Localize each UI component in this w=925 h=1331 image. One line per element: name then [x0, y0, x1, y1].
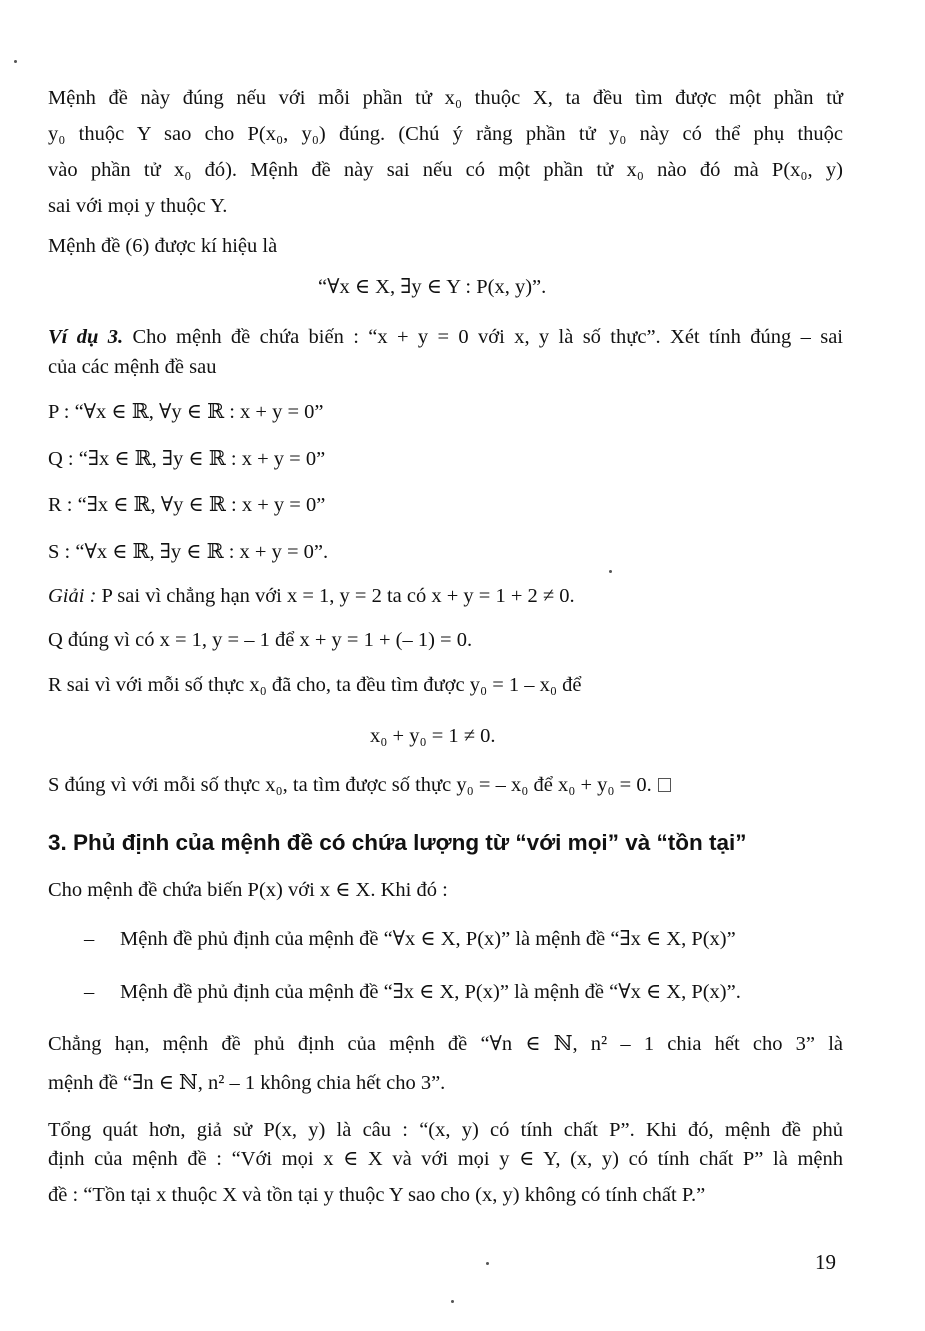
example-line-2: của các mệnh đề sau [48, 356, 217, 378]
section-3-heading: 3. Phủ định của mệnh đề có chứa lượng từ “với mọi” và “tồn tại” [48, 830, 747, 855]
solution-s [48, 771, 843, 799]
example-text: Cho mệnh đề chứa biến : “x + y = 0 với x, y là số thực”. Xét tính đúng – sai [123, 326, 843, 348]
notation-intro: Mệnh đề (6) được kí hiệu là [48, 235, 278, 257]
scan-speck [14, 60, 17, 63]
solution-p [48, 582, 843, 610]
paragraph-line: sai với mọi y thuộc Y. [48, 195, 228, 217]
solution-r: R sai vì với mỗi số thực x₀ đã cho, ta đều tìm được y₀ = 1 – x₀ để [48, 674, 582, 696]
scan-speck [486, 1262, 489, 1265]
solution-label: Giải : [48, 585, 97, 607]
general-line: Tổng quát hơn, giả sử P(x, y) là câu : “(x, y) có tính chất P”. Khi đó, mệnh đề phủ [48, 1119, 843, 1141]
negation-rule-1: Mệnh đề phủ định của mệnh đề “∀x ∈ X, P(x)” là mệnh đề “∃x ∈ X, P(x)” [120, 928, 736, 950]
negation-example-line: Chẳng hạn, mệnh đề phủ định của mệnh đề “∀n ∈ ℕ, n² – 1 chia hết cho 3” là [48, 1033, 843, 1055]
proposition-q: Q : “∃x ∈ ℝ, ∃y ∈ ℝ : x + y = 0” [48, 448, 326, 470]
scan-speck [451, 1300, 454, 1303]
paragraph-line: Mệnh đề này đúng nếu với mỗi phần tử x₀ thuộc X, ta đều tìm được một phần tử [48, 87, 843, 109]
proposition-r: R : “∃x ∈ ℝ, ∀y ∈ ℝ : x + y = 0” [48, 494, 326, 516]
paragraph-line: y₀ thuộc Y sao cho P(x₀, y₀) đúng. (Chú ý rằng phần tử y₀ này có thể phụ thuộc [48, 123, 843, 145]
qed-square-icon [658, 778, 671, 792]
general-line: đề : “Tồn tại x thuộc X và tồn tại y thuộc Y sao cho (x, y) không có tính chất P.” [48, 1184, 706, 1206]
notation-formula: “∀x ∈ X, ∃y ∈ Y : P(x, y)”. [318, 276, 547, 298]
example-line [48, 323, 843, 351]
solution-r-formula: x₀ + y₀ = 1 ≠ 0. [370, 725, 496, 747]
negation-rule-2: Mệnh đề phủ định của mệnh đề “∃x ∈ X, P(x)” là mệnh đề “∀x ∈ X, P(x)”. [120, 981, 741, 1003]
proposition-p: P : “∀x ∈ ℝ, ∀y ∈ ℝ : x + y = 0” [48, 401, 324, 423]
page-number: 19 [815, 1250, 836, 1274]
general-line: định của mệnh đề : “Với mọi x ∈ X và với mọi y ∈ Y, (x, y) có tính chất P” là mệnh [48, 1148, 843, 1170]
example-label: Ví dụ 3. [48, 326, 124, 348]
scan-speck [609, 570, 612, 573]
proposition-s: S : “∀x ∈ ℝ, ∃y ∈ ℝ : x + y = 0”. [48, 541, 329, 563]
section-3-intro: Cho mệnh đề chứa biến P(x) với x ∈ X. Khi đó : [48, 879, 448, 901]
negation-example-line: mệnh đề “∃n ∈ ℕ, n² – 1 không chia hết cho 3”. [48, 1072, 446, 1094]
solution-p-text: P sai vì chẳng hạn với x = 1, y = 2 ta có x + y = 1 + 2 ≠ 0. [96, 585, 575, 607]
solution-q: Q đúng vì có x = 1, y = – 1 để x + y = 1 + (– 1) = 0. [48, 629, 473, 651]
bullet-dash: – [84, 981, 95, 1003]
paragraph-line: vào phần tử x₀ đó). Mệnh đề này sai nếu có một phần tử x₀ nào đó mà P(x₀, y) [48, 159, 843, 181]
bullet-dash: – [84, 928, 95, 950]
solution-s-text: S đúng vì với mỗi số thực x₀, ta tìm được số thực y₀ = – x₀ để x₀ + y₀ = 0. [48, 774, 652, 796]
